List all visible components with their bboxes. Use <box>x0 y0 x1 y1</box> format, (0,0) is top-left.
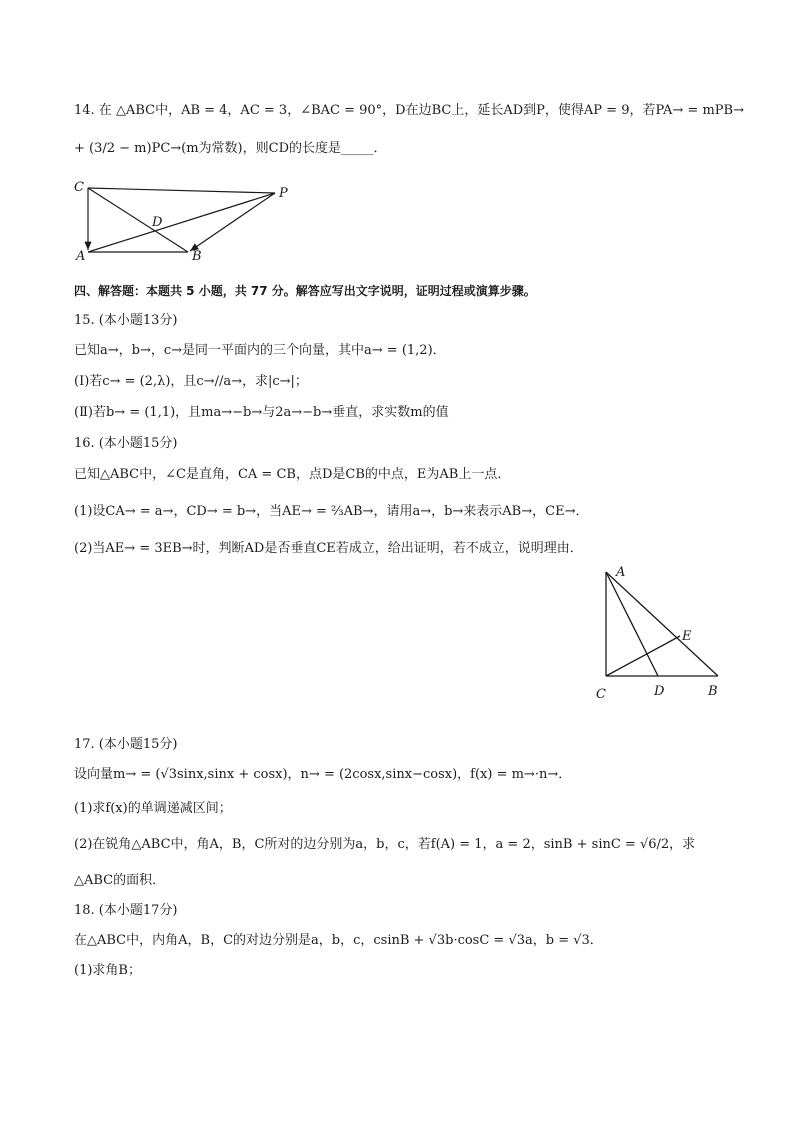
q16-part1: (1)设CA→ = a→，CD→ = b→，当AE→ = ⅔AB→，请用a→，b→来表示AB→，CE→． <box>74 504 589 519</box>
q18-head: 18. (本小题17分) <box>74 903 178 918</box>
segment-ad <box>606 572 658 676</box>
label-d: D <box>654 684 665 699</box>
segment-ap <box>88 193 275 252</box>
q16-body: 已知△ABC中，∠C是直角，CA = CB，点D是CB的中点，E为AB上一点． <box>74 467 511 482</box>
label-c: C <box>74 180 84 195</box>
label-e: E <box>682 629 692 644</box>
q16-part2: (2)当AE→ = 3EB→时，判断AD是否垂直CE若成立，给出证明，若不成立，说明理由． <box>74 541 583 556</box>
label-a: A <box>76 249 86 264</box>
label-c: C <box>596 687 606 702</box>
q15-part1: (Ⅰ)若c→ = (2,λ)，且c→//a→，求|c→|； <box>74 374 308 389</box>
q18-part1: (1)求角B； <box>74 963 141 978</box>
q17-part2: (2)在锐角△ABC中，角A，B，C所对的边分别为a，b，c，若f(A) = 1，a = 2，sinB + sinC = √6/2，求 <box>74 837 696 852</box>
q17-part2-cont: △ABC的面积． <box>74 873 166 888</box>
section-heading: 四、解答题：本题共 5 小题，共 77 分。解答应写出文字说明，证明过程或演算步骤。 <box>74 284 536 298</box>
segment-cp <box>88 188 275 193</box>
q15-body: 已知a→，b→，c→是同一平面内的三个向量，其中a→ = (1,2)． <box>74 343 446 358</box>
segment-pb <box>190 193 275 251</box>
q14-line1: 14. 在 △ABC中，AB = 4，AC = 3，∠BAC = 90°，D在边BC上，延长AD到P，使得AP = 9，若PA→ = mPB→ <box>74 103 744 118</box>
label-p: P <box>279 186 288 201</box>
label-b: B <box>708 684 718 699</box>
q18-body: 在△ABC中，内角A，B，C的对边分别是a，b，c，csinB + √3b·cosC = √3a，b = √3． <box>74 933 603 948</box>
q15-head: 15. (本小题13分) <box>74 313 178 328</box>
q16-head: 16. (本小题15分) <box>74 436 178 451</box>
q17-part1: (1)求f(x)的单调递减区间； <box>74 801 232 816</box>
q14-figure <box>70 176 300 266</box>
q16-figure <box>590 562 730 707</box>
segment-cb <box>88 188 188 252</box>
segment-ce <box>606 636 680 676</box>
q17-head: 17. (本小题15分) <box>74 737 178 752</box>
segment-ab <box>606 572 718 676</box>
label-b: B <box>192 249 202 264</box>
q17-body: 设向量m→ = (√3sinx,sinx + cosx)，n→ = (2cosx,sinx−cosx)，f(x) = m→·n→． <box>74 767 572 782</box>
q14-line2: + (3/2 − m)PC→(m为常数)，则CD的长度是_____． <box>74 141 387 156</box>
label-d: D <box>152 215 163 230</box>
q15-part2: (Ⅱ)若b→ = (1,1)，且ma→−b→与2a→−b→垂直，求实数m的值 <box>74 405 449 420</box>
label-a: A <box>616 565 626 580</box>
